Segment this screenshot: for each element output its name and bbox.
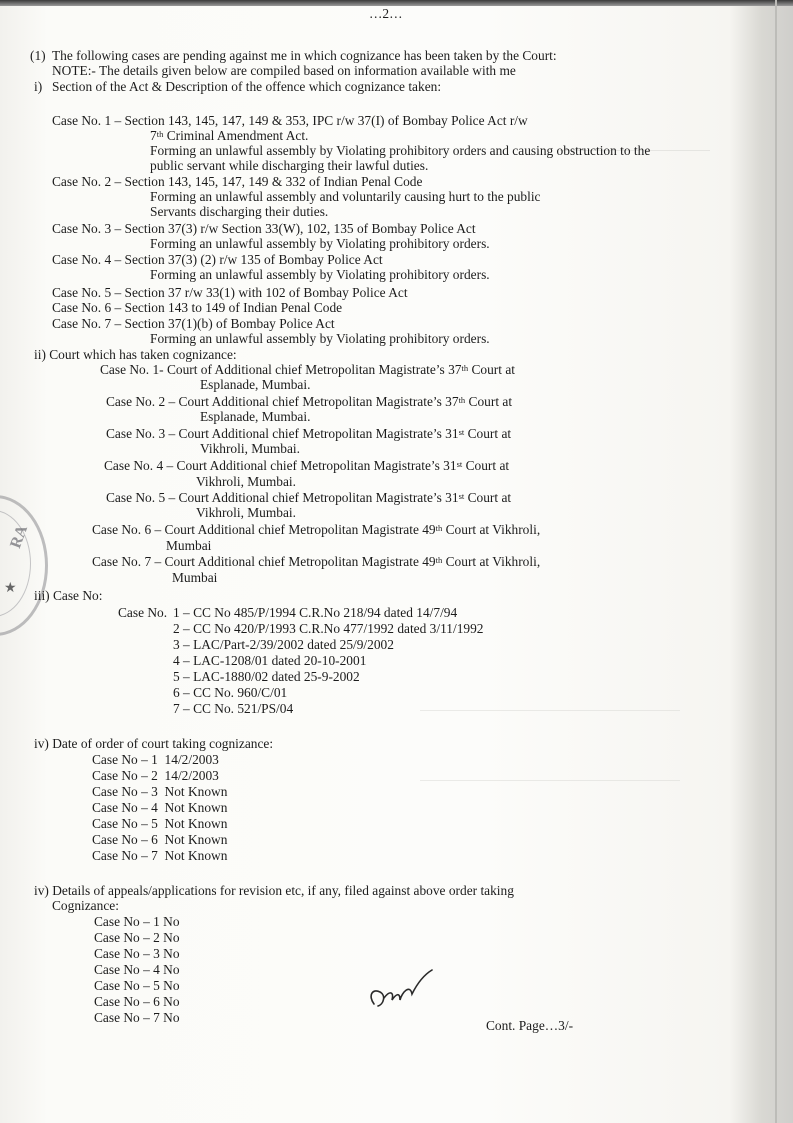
appeal-row: Case No – 1 No [94, 914, 180, 929]
ordinal-suffix: th [458, 395, 466, 405]
court-line-text: Court at Vikhroli, [445, 522, 541, 537]
continuation-footer: Cont. Page…3/- [486, 1018, 574, 1033]
court-line [92, 522, 540, 537]
date-value: 14/2/2003 [164, 752, 219, 767]
offence-line: Forming an unlawful assembly and voluntarily causing hurt to the public [150, 189, 541, 204]
section-intro: The following cases are pending against me in which cognizance has been taken by the Court: [52, 48, 557, 63]
court-line-text: Court at [468, 394, 513, 409]
section-note: NOTE:- The details given below are compiled based on information available with me [52, 63, 516, 78]
seal-lettering: RA [7, 523, 32, 551]
court-location: Mumbai [172, 570, 218, 585]
ordinal-number: 7 [150, 128, 157, 143]
court-line [100, 362, 515, 377]
appeal-row: Case No – 2 No [94, 930, 180, 945]
offence-line: Forming an unlawful assembly by Violating prohibitory orders. [150, 236, 490, 251]
offence-line: Servants discharging their duties. [150, 204, 329, 219]
court-line [106, 394, 512, 409]
offence-line [150, 128, 308, 143]
date-case: Case No – 1 [92, 752, 158, 767]
part-iv-appeals-label-cont: Cognizance: [52, 898, 119, 913]
offence-line: Forming an unlawful assembly by Violating prohibitory orders. [150, 331, 490, 346]
court-location: Vikhroli, Mumbai. [200, 441, 300, 456]
court-location: Esplanade, Mumbai. [200, 377, 311, 392]
case-number-entry: 1 – CC No 485/P/1994 C.R.No 218/94 dated 14/7/94 [173, 605, 458, 620]
court-line-text: Case No. 4 – Court Additional chief Metropolitan Magistrate’s 31 [104, 458, 457, 473]
part-i-label: i) [34, 79, 43, 94]
case-number-prefix: Case No. [118, 605, 168, 620]
part-i-heading: Section of the Act & Description of the offence which cognizance taken: [52, 79, 442, 94]
show-through-mark [420, 710, 680, 711]
date-case: Case No – 3 [92, 784, 158, 799]
case-number-entry: 3 – LAC/Part-2/39/2002 dated 25/9/2002 [173, 637, 394, 652]
appeal-row: Case No – 5 No [94, 978, 180, 993]
date-value: Not Known [164, 784, 228, 799]
court-line-text: Case No. 7 – Court Additional chief Metropolitan Magistrate 49 [92, 554, 436, 569]
official-seal-stamp [0, 495, 48, 636]
part-iv-date-label: iv) Date of order of court taking cognizance: [34, 736, 274, 751]
court-line-text: Court at [465, 458, 510, 473]
appeal-row: Case No – 4 No [94, 962, 180, 977]
date-value: Not Known [164, 816, 228, 831]
appeal-row: Case No – 6 No [94, 994, 180, 1009]
section-number: (1) [30, 48, 46, 63]
date-value: 14/2/2003 [164, 768, 219, 783]
date-case: Case No – 7 [92, 848, 158, 863]
case-number-entry: 4 – LAC-1208/01 dated 20-10-2001 [173, 653, 367, 668]
offence-line: Case No. 5 – Section 37 r/w 33(1) with 102 of Bombay Police Act [52, 285, 408, 300]
court-line-text: Court at [467, 490, 512, 505]
court-line-text: Court at [467, 426, 512, 441]
court-line [92, 554, 540, 569]
offence-line: Case No. 6 – Section 143 to 149 of Indian Penal Code [52, 300, 343, 315]
case-number-entry: 7 – CC No. 521/PS/04 [173, 701, 294, 716]
court-line-text: Case No. 6 – Court Additional chief Metropolitan Magistrate 49 [92, 522, 436, 537]
ordinal-suffix: th [156, 129, 164, 139]
date-case: Case No – 6 [92, 832, 158, 847]
court-line-text: Case No. 5 – Court Additional chief Metropolitan Magistrate’s 31 [106, 490, 459, 505]
date-row [92, 768, 219, 783]
case-number-entry: 5 – LAC-1880/02 dated 25-9-2002 [173, 669, 360, 684]
show-through-mark [420, 780, 680, 781]
court-line-text: Case No. 1- Court of Additional chief Metropolitan Magistrate’s 37 [100, 362, 462, 377]
appeal-row: Case No – 7 No [94, 1010, 180, 1025]
court-line [104, 458, 509, 473]
offence-line: Case No. 2 – Section 143, 145, 147, 149 & 332 of Indian Penal Code [52, 174, 423, 189]
court-line-text: Case No. 2 – Court Additional chief Metropolitan Magistrate’s 37 [106, 394, 459, 409]
case-number-entry: 6 – CC No. 960/C/01 [173, 685, 288, 700]
case-number-entry: 2 – CC No 420/P/1993 C.R.No 477/1992 dated 3/11/1992 [173, 621, 484, 636]
ordinal-suffix: st [458, 491, 465, 501]
date-row [92, 816, 227, 831]
court-location: Esplanade, Mumbai. [200, 409, 311, 424]
ordinal-suffix: st [456, 459, 463, 469]
date-row [92, 848, 227, 863]
ordinal-suffix: th [461, 363, 469, 373]
court-line [106, 490, 511, 505]
ordinal-suffix: th [435, 555, 443, 565]
date-value: Not Known [164, 832, 228, 847]
date-case: Case No – 2 [92, 768, 158, 783]
page-number-header: …2… [369, 6, 403, 21]
date-row [92, 752, 219, 767]
court-line-text: Case No. 3 – Court Additional chief Metropolitan Magistrate’s 31 [106, 426, 459, 441]
court-location: Vikhroli, Mumbai. [196, 505, 296, 520]
court-line-text: Court at Vikhroli, [445, 554, 541, 569]
ordinal-suffix: th [435, 523, 443, 533]
court-location: Mumbai [166, 538, 212, 553]
part-iii-label: iii) Case No: [34, 588, 103, 603]
offence-line: Case No. 3 – Section 37(3) r/w Section 33(W), 102, 135 of Bombay Police Act [52, 221, 476, 236]
offence-line: Case No. 4 – Section 37(3) (2) r/w 135 of Bombay Police Act [52, 252, 383, 267]
court-line-text: Court at [471, 362, 515, 377]
date-row [92, 800, 227, 815]
date-row [92, 832, 227, 847]
offence-line: Forming an unlawful assembly by Violating prohibitory orders and causing obstruction to the [150, 143, 651, 158]
offence-line: public servant while discharging their lawful duties. [150, 158, 429, 173]
part-iv-appeals-label: iv) Details of appeals/applications for revision etc, if any, filed against above order taking [34, 883, 514, 898]
handwritten-signature [366, 966, 446, 1016]
offence-line: Forming an unlawful assembly by Violating prohibitory orders. [150, 267, 490, 282]
date-row [92, 784, 227, 799]
date-case: Case No – 4 [92, 800, 158, 815]
date-value: Not Known [164, 848, 228, 863]
date-value: Not Known [164, 800, 228, 815]
appeal-row: Case No – 3 No [94, 946, 180, 961]
date-case: Case No – 5 [92, 816, 158, 831]
seal-star-icon: ★ [4, 581, 17, 596]
court-line [106, 426, 511, 441]
part-ii-label: ii) Court which has taken cognizance: [34, 347, 237, 362]
offence-line-text: Criminal Amendment Act. [166, 128, 309, 143]
court-location: Vikhroli, Mumbai. [196, 474, 296, 489]
offence-line: Case No. 7 – Section 37(1)(b) of Bombay Police Act [52, 316, 335, 331]
ordinal-suffix: st [458, 427, 465, 437]
scan-right-edge [775, 0, 777, 1123]
offence-line: Case No. 1 – Section 143, 145, 147, 149 & 353, IPC r/w 37(I) of Bombay Police Act r/w [52, 113, 528, 128]
